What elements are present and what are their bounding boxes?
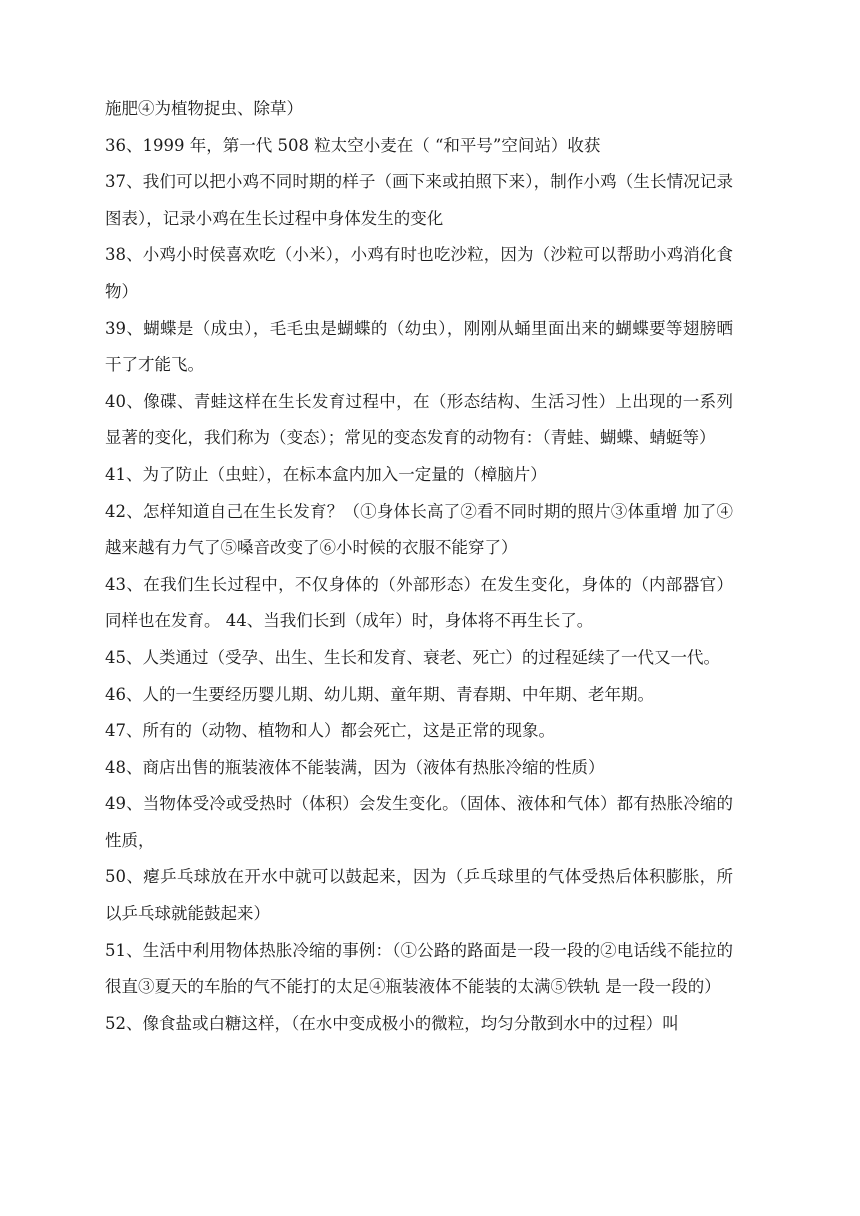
paragraph-51: 51、生活中利用物体热胀冷缩的事例：（①公路的路面是一段一段的②电话线不能拉的很直③夏天的车胎的气不能打的太足④瓶装液体不能装的太满⑤铁轨 是一段一段的） bbox=[105, 940, 733, 997]
paragraph-42: 42、怎样知道自己在生长发育？（①身体长高了②看不同时期的照片③体重增 加了④越来越有力气了⑤嗓音改变了⑥小时候的衣服不能穿了） bbox=[105, 501, 733, 558]
paragraph-37: 37、我们可以把小鸡不同时期的样子（画下来或拍照下来），制作小鸡（生长情况记录图表），记录小鸡在生长过程中身体发生的变化 bbox=[105, 172, 733, 228]
paragraph-48: 48、商店出售的瓶装液体不能装满，因为（液体有热胀冷缩的性质） bbox=[105, 757, 605, 777]
paragraph-50: 50、瘪乒乓球放在开水中就可以鼓起来，因为（乒乓球里的气体受热后体积膨胀，所以乒乓球就能鼓起来） bbox=[105, 867, 733, 924]
paragraph-49: 49、当物体受冷或受热时（体积）会发生变化。（固体、液体和气体）都有热胀冷缩的性质， bbox=[105, 794, 733, 850]
paragraph-39: 39、蝴蝶是（成虫），毛毛虫是蝴蝶的（幼虫），刚刚从蛹里面出来的蝴蝶要等翅膀晒干了才能飞。 bbox=[105, 318, 733, 375]
paragraph-36: 36、1999 年，第一代 508 粒太空小麦在（ “和平号”空间站）收获 bbox=[105, 135, 601, 155]
paragraph-45: 45、人类通过（受孕、出生、生长和发育、衰老、死亡）的过程延续了一代又一代。 bbox=[105, 647, 720, 667]
paragraph-46: 46、人的一生要经历婴儿期、幼儿期、童年期、青春期、中年期、老年期。 bbox=[105, 684, 654, 704]
paragraph-40: 40、像碟、青蛙这样在生长发育过程中，在（形态结构、生活习性）上出现的一系列显著的变化，我们称为（变态）；常见的变态发育的动物有：（青蛙、蝴蝶、蜻蜓等） bbox=[105, 391, 733, 448]
paragraph-47: 47、所有的（动物、植物和人）都会死亡，这是正常的现象。 bbox=[105, 721, 555, 741]
paragraph-52: 52、像食盐或白糖这样，（在水中变成极小的微粒，均匀分散到水中的过程）叫 bbox=[105, 1013, 679, 1033]
paragraph-43-44: 43、在我们生长过程中，不仅身体的（外部形态）在发生变化，身体的（内部器官）同样也在发育。 44、当我们长到（成年）时，身体将不再生长了。 bbox=[105, 574, 733, 631]
document-body bbox=[105, 91, 733, 1042]
paragraph-continuation: 施肥④为植物捉虫、除草） bbox=[105, 99, 303, 118]
paragraph-38: 38、小鸡小时侯喜欢吃（小米），小鸡有时也吃沙粒，因为（沙粒可以帮助小鸡消化食物） bbox=[105, 245, 733, 301]
paragraph-41: 41、为了防止（虫蛀），在标本盒内加入一定量的（樟脑片） bbox=[105, 464, 547, 484]
